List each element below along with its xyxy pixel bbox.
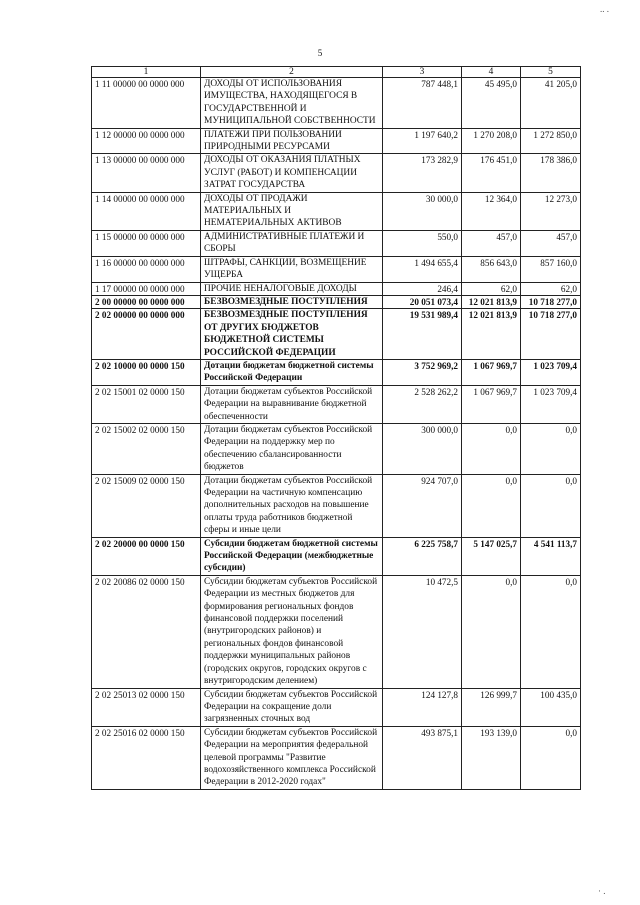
- budget-code-cell: 1 17 00000 00 0000 000: [92, 282, 201, 295]
- amount-2022-cell: 193 139,0: [462, 726, 521, 789]
- revenue-table: [91, 66, 581, 790]
- corner-mark-top: .. .: [600, 4, 609, 14]
- amount-2023-cell: 100 435,0: [521, 688, 581, 726]
- amount-2023-cell: 4 541 113,7: [521, 537, 581, 575]
- budget-code-cell: 2 02 25016 02 0000 150: [92, 726, 201, 789]
- amount-2022-cell: 5 147 025,7: [462, 537, 521, 575]
- table-row: [92, 575, 581, 688]
- column-header: 3: [383, 67, 462, 78]
- column-number-row: [92, 67, 581, 78]
- table-row: [92, 474, 581, 537]
- amount-2022-cell: 12 364,0: [462, 192, 521, 230]
- amount-2023-cell: 62,0: [521, 282, 581, 295]
- budget-code-cell: 1 12 00000 00 0000 000: [92, 128, 201, 154]
- amount-2021-cell: 550,0: [383, 230, 462, 256]
- amount-2023-cell: 0,0: [521, 575, 581, 688]
- amount-2022-cell: 12 021 813,9: [462, 295, 521, 308]
- amount-2021-cell: 30 000,0: [383, 192, 462, 230]
- amount-2023-cell: 10 718 277,0: [521, 295, 581, 308]
- amount-2021-cell: 2 528 262,2: [383, 385, 462, 423]
- amount-2021-cell: 3 752 969,2: [383, 359, 462, 385]
- amount-2022-cell: 0,0: [462, 575, 521, 688]
- budget-code-cell: 1 14 00000 00 0000 000: [92, 192, 201, 230]
- revenue-name-cell: Субсидии бюджетам субъектов Российской Федерации на мероприятия федеральной целевой программы "Развитие водохозяйственного комплекса Российской Федерации в 2012-2020 годах": [201, 726, 383, 789]
- table-row: [92, 423, 581, 474]
- amount-2022-cell: 45 495,0: [462, 78, 521, 129]
- amount-2023-cell: 0,0: [521, 726, 581, 789]
- budget-code-cell: 1 15 00000 00 0000 000: [92, 230, 201, 256]
- amount-2022-cell: 62,0: [462, 282, 521, 295]
- amount-2022-cell: 0,0: [462, 474, 521, 537]
- amount-2022-cell: 176 451,0: [462, 154, 521, 192]
- page-number: 5: [317, 48, 323, 58]
- revenue-name-cell: Дотации бюджетам бюджетной системы Российской Федерации: [201, 359, 383, 385]
- revenue-name-cell: Субсидии бюджетам субъектов Российской Федерации из местных бюджетов для формирования региональных фондов финансовой поддержки поселений (внутригородских районов) и региональных фондов финансовой поддержки муниципальных районов (городских округов, городских округов с внутригородским делением): [201, 575, 383, 688]
- table-row: [92, 726, 581, 789]
- revenue-name-cell: АДМИНИСТРАТИВНЫЕ ПЛАТЕЖИ И СБОРЫ: [201, 230, 383, 256]
- revenue-name-cell: Субсидии бюджетам бюджетной системы Российской Федерации (межбюджетные субсидии): [201, 537, 383, 575]
- budget-code-cell: 2 02 15009 02 0000 150: [92, 474, 201, 537]
- budget-code-cell: 1 11 00000 00 0000 000: [92, 78, 201, 129]
- amount-2021-cell: 493 875,1: [383, 726, 462, 789]
- amount-2021-cell: 1 197 640,2: [383, 128, 462, 154]
- amount-2022-cell: 1 067 969,7: [462, 385, 521, 423]
- budget-code-cell: 2 02 25013 02 0000 150: [92, 688, 201, 726]
- amount-2021-cell: 10 472,5: [383, 575, 462, 688]
- revenue-name-cell: Дотации бюджетам субъектов Российской Федерации на выравнивание бюджетной обеспеченности: [201, 385, 383, 423]
- budget-code-cell: 2 00 00000 00 0000 000: [92, 295, 201, 308]
- revenue-name-cell: БЕЗВОЗМЕЗДНЫЕ ПОСТУПЛЕНИЯ: [201, 295, 383, 308]
- amount-2023-cell: 178 386,0: [521, 154, 581, 192]
- budget-code-cell: 2 02 10000 00 0000 150: [92, 359, 201, 385]
- table-body: [92, 78, 581, 790]
- amount-2021-cell: 1 494 655,4: [383, 256, 462, 282]
- revenue-name-cell: БЕЗВОЗМЕЗДНЫЕ ПОСТУПЛЕНИЯ ОТ ДРУГИХ БЮДЖЕТОВ БЮДЖЕТНОЙ СИСТЕМЫ РОССИЙСКОЙ ФЕДЕРАЦИИ: [201, 309, 383, 360]
- amount-2021-cell: 20 051 073,4: [383, 295, 462, 308]
- budget-code-cell: 2 02 20086 02 0000 150: [92, 575, 201, 688]
- table-row: [92, 128, 581, 154]
- amount-2022-cell: 856 643,0: [462, 256, 521, 282]
- amount-2022-cell: 1 067 969,7: [462, 359, 521, 385]
- table-row: [92, 154, 581, 192]
- amount-2022-cell: 457,0: [462, 230, 521, 256]
- table-row: [92, 192, 581, 230]
- revenue-name-cell: Дотации бюджетам субъектов Российской Федерации на поддержку мер по обеспечению сбалансированности бюджетов: [201, 423, 383, 474]
- table-row: [92, 78, 581, 129]
- budget-code-cell: 1 16 00000 00 0000 000: [92, 256, 201, 282]
- amount-2022-cell: 0,0: [462, 423, 521, 474]
- table-row: [92, 230, 581, 256]
- revenue-name-cell: ПРОЧИЕ НЕНАЛОГОВЫЕ ДОХОДЫ: [201, 282, 383, 295]
- amount-2023-cell: 1 272 850,0: [521, 128, 581, 154]
- amount-2023-cell: 857 160,0: [521, 256, 581, 282]
- amount-2022-cell: 12 021 813,9: [462, 309, 521, 360]
- revenue-name-cell: Субсидии бюджетам субъектов Российской Федерации на сокращение доли загрязненных сточных вод: [201, 688, 383, 726]
- table-row: [92, 385, 581, 423]
- amount-2021-cell: 246,4: [383, 282, 462, 295]
- column-header: 4: [462, 67, 521, 78]
- column-header: 1: [92, 67, 201, 78]
- table-row: [92, 256, 581, 282]
- amount-2023-cell: 41 205,0: [521, 78, 581, 129]
- column-header: 2: [201, 67, 383, 78]
- table-row: [92, 359, 581, 385]
- budget-code-cell: 2 02 00000 00 0000 000: [92, 309, 201, 360]
- table-row: [92, 688, 581, 726]
- corner-mark-bottom: · .: [598, 886, 606, 896]
- amount-2023-cell: 457,0: [521, 230, 581, 256]
- revenue-name-cell: ПЛАТЕЖИ ПРИ ПОЛЬЗОВАНИИ ПРИРОДНЫМИ РЕСУРСАМИ: [201, 128, 383, 154]
- budget-code-cell: 2 02 15001 02 0000 150: [92, 385, 201, 423]
- amount-2023-cell: 1 023 709,4: [521, 359, 581, 385]
- column-header: 5: [521, 67, 581, 78]
- revenue-name-cell: ДОХОДЫ ОТ ОКАЗАНИЯ ПЛАТНЫХ УСЛУГ (РАБОТ) И КОМПЕНСАЦИИ ЗАТРАТ ГОСУДАРСТВА: [201, 154, 383, 192]
- amount-2021-cell: 173 282,9: [383, 154, 462, 192]
- revenue-name-cell: ШТРАФЫ, САНКЦИИ, ВОЗМЕЩЕНИЕ УЩЕРБА: [201, 256, 383, 282]
- amount-2023-cell: 12 273,0: [521, 192, 581, 230]
- revenue-name-cell: Дотации бюджетам субъектов Российской Федерации на частичную компенсацию дополнительных расходов на повышение оплаты труда работников бюджетной сферы и иные цели: [201, 474, 383, 537]
- amount-2022-cell: 1 270 208,0: [462, 128, 521, 154]
- budget-code-cell: 2 02 15002 02 0000 150: [92, 423, 201, 474]
- table-row: [92, 309, 581, 360]
- amount-2021-cell: 924 707,0: [383, 474, 462, 537]
- amount-2023-cell: 1 023 709,4: [521, 385, 581, 423]
- amount-2021-cell: 787 448,1: [383, 78, 462, 129]
- amount-2023-cell: 0,0: [521, 474, 581, 537]
- budget-code-cell: 1 13 00000 00 0000 000: [92, 154, 201, 192]
- amount-2023-cell: 0,0: [521, 423, 581, 474]
- table-row: [92, 282, 581, 295]
- budget-code-cell: 2 02 20000 00 0000 150: [92, 537, 201, 575]
- table-row: [92, 537, 581, 575]
- revenue-name-cell: ДОХОДЫ ОТ ПРОДАЖИ МАТЕРИАЛЬНЫХ И НЕМАТЕРИАЛЬНЫХ АКТИВОВ: [201, 192, 383, 230]
- amount-2021-cell: 300 000,0: [383, 423, 462, 474]
- amount-2021-cell: 6 225 758,7: [383, 537, 462, 575]
- amount-2023-cell: 10 718 277,0: [521, 309, 581, 360]
- revenue-name-cell: ДОХОДЫ ОТ ИСПОЛЬЗОВАНИЯ ИМУЩЕСТВА, НАХОДЯЩЕГОСЯ В ГОСУДАРСТВЕННОЙ И МУНИЦИПАЛЬНОЙ СОБСТВЕННОСТИ: [201, 78, 383, 129]
- amount-2022-cell: 126 999,7: [462, 688, 521, 726]
- table-row: [92, 295, 581, 308]
- amount-2021-cell: 124 127,8: [383, 688, 462, 726]
- amount-2021-cell: 19 531 989,4: [383, 309, 462, 360]
